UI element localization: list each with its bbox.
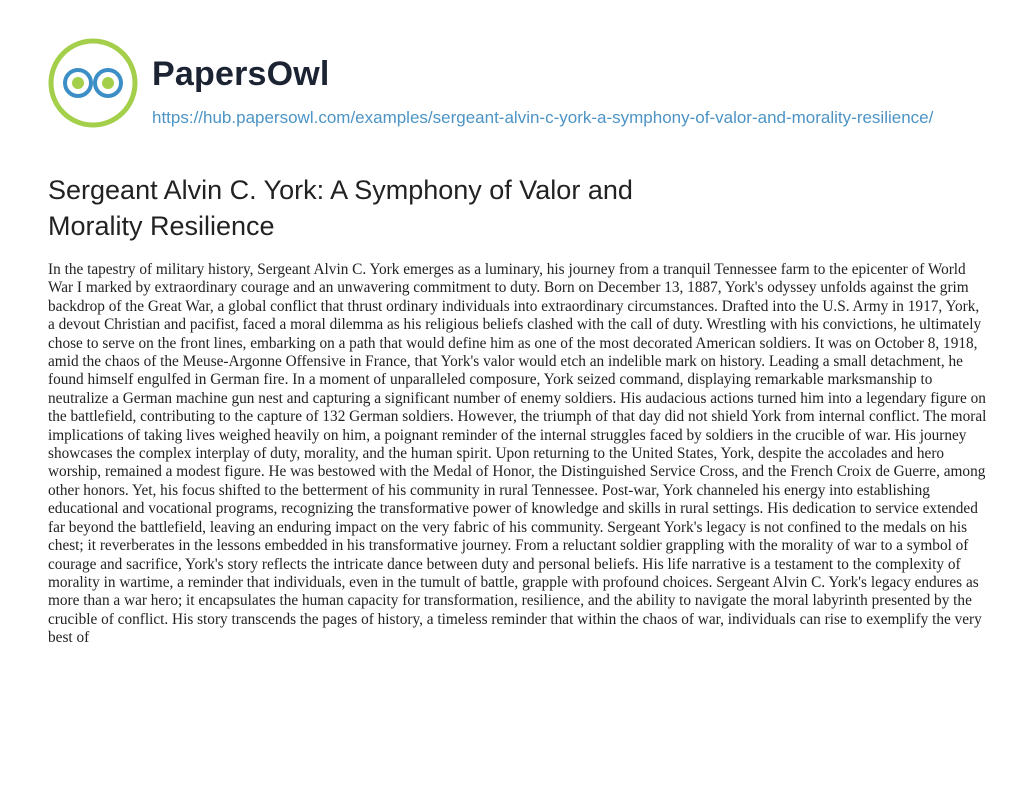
article-title: Sergeant Alvin C. York: A Symphony of Valor and Morality Resilience	[48, 175, 633, 241]
brand-name[interactable]: PapersOwl	[152, 55, 330, 93]
logo-right-pupil	[102, 77, 114, 89]
article-body: In the tapestry of military history, Sergeant Alvin C. York emerges as a luminary, his journey from a tranquil Tennessee farm to the epicenter of World War I marked by extraordinary courage and an unwavering commitment to duty. Born on December 13, 1887, York's odyssey unfolds against the grim backdrop of the Great War, a global conflict that thrust ordinary individuals into extraordinary circumstances. Drafted into the U.S. Army in 1917, York, a devout Christian and pacifist, faced a moral dilemma as his religious beliefs clashed with the call of duty. Wrestling with his convictions, he ultimately chose to serve on the front lines, embarking on a path that would define him as one of the most decorated American soldiers. It was on October 8, 1918, amid the chaos of the Meuse-Argonne Offensive in France, that York's valor would etch an indelible mark on history. Leading a small detachment, he found himself engulfed in German fire. In a moment of unparalleled composure, York seized command, displaying remarkable marksmanship to neutralize a German machine gun nest and capturing a significant number of enemy soldiers. His audacious actions turned him into a legendary figure on the battlefield, contributing to the capture of 132 German soldiers. However, the triumph of that day did not shield York from internal conflict. The moral implications of taking lives weighed heavily on him, a poignant reminder of the internal struggles faced by soldiers in the crucible of war. His journey showcases the complex interplay of duty, morality, and the human spirit. Upon returning to the United States, York, despite the accolades and hero worship, remained a modest figure. He was bestowed with the Medal of Honor, the Distinguished Service Cross, and the French Croix de Guerre, among other honors. Yet, his focus shifted to the betterment of his community in rural Tennessee. Post-war, York channeled his energy into establishing educational and vocational programs, recognizing the transformative power of knowledge and skills in rural settings. His dedication to service extended far beyond the battlefield, leaving an enduring impact on the very fabric of his community. Sergeant York's legacy is not confined to the medals on his chest; it reverberates in the lessons embedded in his transformative journey. From a reluctant soldier grappling with the morality of war to a symbol of courage and sacrifice, York's story reflects the intricate dance between duty and personal beliefs. His life narrative is a testament to the complexity of morality in wartime, a reminder that individuals, even in the tumult of battle, grapple with profound choices. Sergeant Alvin C. York's legacy endures as more than a war hero; it encapsulates the human capacity for transformation, resilience, and the ability to navigate the moral labyrinth presented by the crucible of conflict. His story transcends the pages of history, a timeless reminder that within the chaos of war, individuals can rise to exemplify the very best of	[48, 261, 987, 647]
logo-left-pupil	[72, 77, 84, 89]
source-url-link[interactable]: https://hub.papersowl.com/examples/sergeant-alvin-c-york-a-symphony-of-valor-and-morality-resilience/	[152, 108, 934, 127]
site-header	[48, 36, 988, 156]
owl-eyes-logo-icon[interactable]	[48, 38, 138, 128]
